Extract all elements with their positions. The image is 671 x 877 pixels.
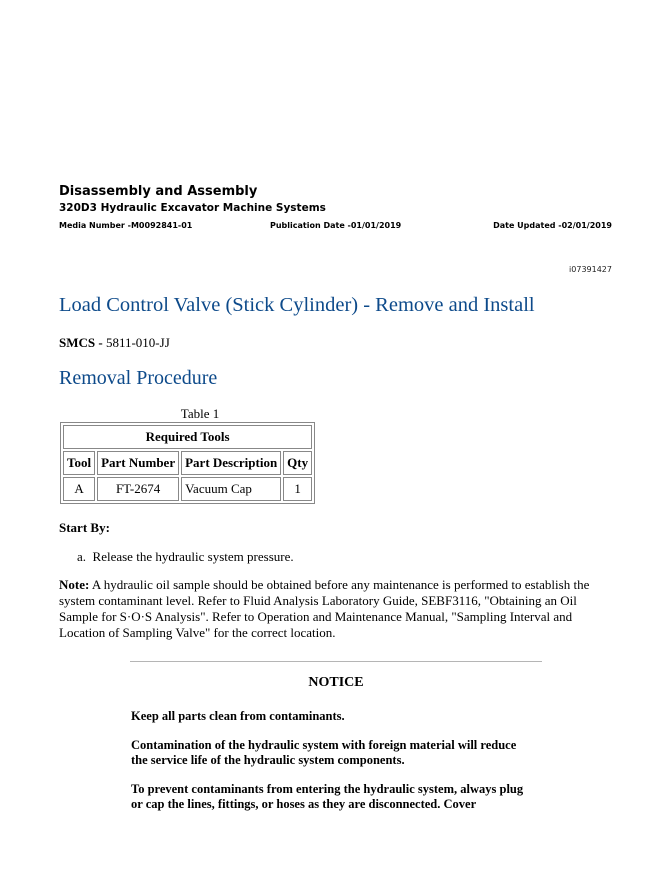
column-header: Part Number <box>97 451 179 475</box>
notice-paragraph: To prevent contaminants from entering the hydraulic system, always plug or cap the lines, fittings, or hoses as they are disconnected. Cover <box>131 782 524 811</box>
meta-row <box>59 220 612 232</box>
doc-type: Disassembly and Assembly <box>59 184 258 199</box>
column-header: Tool <box>63 451 95 475</box>
table-cell: FT-2674 <box>97 477 179 501</box>
step-item <box>77 549 294 565</box>
table-caption: Table 1 <box>180 406 220 421</box>
step-marker: a. <box>77 549 87 564</box>
smcs-label: SMCS - <box>59 335 103 350</box>
column-header: Part Description <box>181 451 281 475</box>
notice-divider <box>130 661 542 662</box>
table-title-row <box>63 425 312 449</box>
note-paragraph <box>59 577 615 641</box>
publication-date: Publication Date -01/01/2019 <box>270 221 402 230</box>
required-tools-table <box>60 422 315 504</box>
smcs-value: 5811-010-JJ <box>105 335 170 350</box>
table-cell: Vacuum Cap <box>181 477 281 501</box>
notice-heading: NOTICE <box>308 675 364 690</box>
start-by-label: Start By: <box>59 520 110 535</box>
smcs-code <box>59 335 170 351</box>
column-header: Qty <box>283 451 312 475</box>
note-label: Note: <box>59 577 90 592</box>
section-title: Removal Procedure <box>59 367 218 389</box>
machine-systems: 320D3 Hydraulic Excavator Machine Systems <box>59 202 326 214</box>
note-text: A hydraulic oil sample should be obtained before any maintenance is performed to establish the system contaminant level. Refer to Fluid Analysis Laboratory Guide, SEBF3116, "Obtaining an Oil Sample for S·O·S Analysis". Refer to Operation and Maintenance Manual, "Sampling Interval and Location of Sampling Valve" for the correct location. <box>59 577 590 640</box>
notice-paragraph: Keep all parts clean from contaminants. <box>131 709 345 723</box>
document-header <box>59 184 612 232</box>
document-id: i07391427 <box>569 265 612 274</box>
table-cell: A <box>63 477 95 501</box>
table-cell: 1 <box>283 477 312 501</box>
page-title: Load Control Valve (Stick Cylinder) - Remove and Install <box>59 294 535 316</box>
table-row <box>63 477 312 501</box>
step-text: Release the hydraulic system pressure. <box>92 549 294 564</box>
media-number: Media Number -M0092841-01 <box>59 221 193 230</box>
table-header-row <box>63 451 312 475</box>
notice-body <box>131 709 531 826</box>
notice-paragraph: Contamination of the hydraulic system with foreign material will reduce the service life of the hydraulic system components. <box>131 738 517 767</box>
date-updated: Date Updated -02/01/2019 <box>493 221 612 230</box>
table-title: Required Tools <box>63 425 312 449</box>
